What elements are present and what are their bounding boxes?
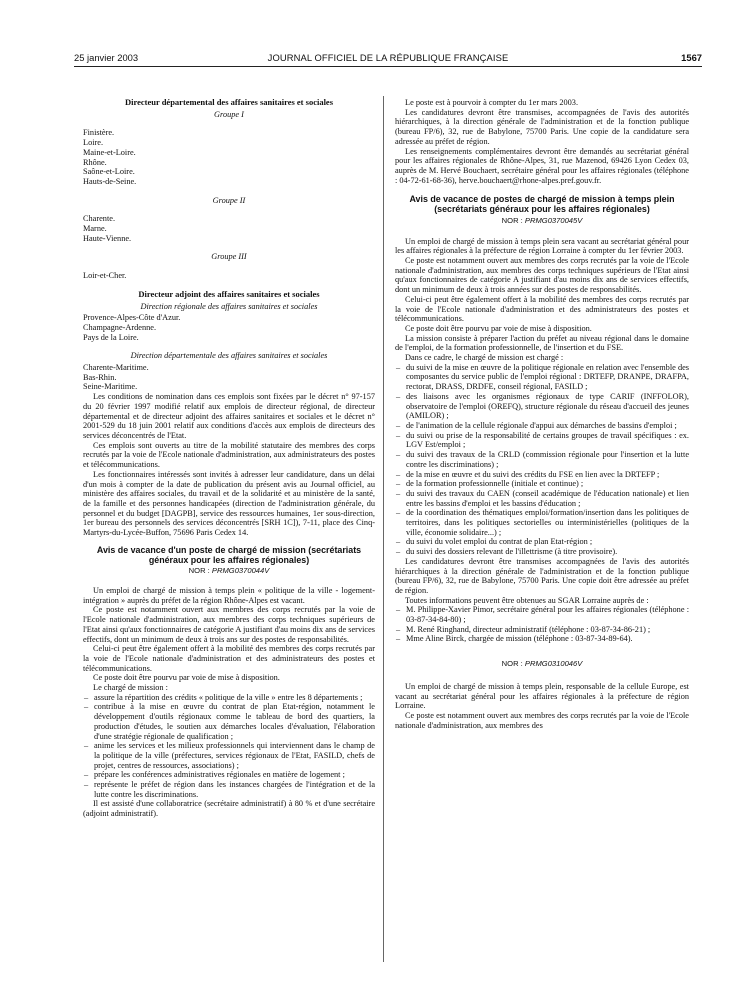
dd-list <box>83 363 375 392</box>
list-item: – du suivi des travaux de la CRLD (commission régionale pour l'insertion et la lutte contre les discriminations) ; <box>395 450 689 469</box>
nor-reference <box>395 659 689 669</box>
paragraph: La mission consiste à préparer l'action du préfet au niveau régional dans le domaine de l'emploi, de la formation professionnelle, de l'insertion et du FSE. <box>395 333 689 353</box>
paragraph: Le chargé de mission : <box>93 683 168 693</box>
list-item: Hauts-de-Seine. <box>83 176 137 186</box>
list-item: – du suivi du volet emploi du contrat de plan Etat-région ; <box>395 537 689 547</box>
spacer <box>83 205 375 214</box>
list-item: Champagne-Ardenne. <box>83 322 157 332</box>
right-column <box>395 98 689 964</box>
group-1-list <box>83 128 375 186</box>
nor-code: PRMG0370045V <box>524 215 583 225</box>
list-item: – de l'animation de la cellule régionale d'appui aux démarches de bassins d'emploi ; <box>395 421 689 431</box>
contact-item: – M. Philippe-Xavier Pimor, secrétaire général pour les affaires régionales (téléphone : 03-87-34-84-80) ; <box>395 605 689 624</box>
header-date: 25 janvier 2003 <box>74 52 139 63</box>
contact-item: – M. René Ringhand, directeur administratif (téléphone : 03-87-34-86-21) ; <box>395 625 689 635</box>
spacer <box>83 187 375 196</box>
paragraph: Le poste est à pourvoir à compter du 1er mars 2003. <box>405 98 579 107</box>
paragraph: Les candidatures devront être transmises accompagnées de l'avis des autorités hiérarchiques à la direction générale de l'administration et de la fonction publique (bureau FP/6), 32, rue de Babylone, 75700 Paris. Une copie doit être adressée au préfet de région. <box>395 556 689 595</box>
paragraph: Toutes informations peuvent être obtenues au SGAR Lorraine auprès de : <box>405 595 649 605</box>
list-item: – assure la répartition des crédits « politique de la ville » entre les 8 départements ; <box>83 693 375 703</box>
list-item: Charente-Maritime. <box>83 363 149 373</box>
left-column <box>83 98 375 964</box>
paragraph: Les renseignements complémentaires devront être demandés au secrétariat général pour les affaires régionales de Rhône-Alpes, 31, rue Mazenod, 69426 Lyon Cedex 03, auprès de M. Hervé Bouchaert, secrétaire général pour les affaires régionales (téléphone : 04-72-61-68-36), herve.bouchaert@rhone-alpes.pref.gouv.fr. <box>395 146 689 185</box>
spacer <box>395 644 689 658</box>
list-item: Bas-Rhin. <box>83 372 117 382</box>
paragraph: Ce poste est notamment ouvert aux membres des corps recrutés par la voie de l'Ecole nationale d'administration, aux membres des corps techniques supérieurs de l'Etat ainsi qu'aux fonctionnaires de catégorie A justifiant d'au moins dix ans de services effectifs, dont un minimum de deux à trois ans sur des postes de responsabilités. <box>83 605 375 644</box>
subheading-direction-regionale: Direction régionale des affaires sanitaires et sociales <box>140 301 318 311</box>
paragraph: Ce poste doit être pourvu par voie de mise à disposition. <box>405 323 592 333</box>
duties-list <box>83 693 375 800</box>
paragraph: Un emploi de chargé de mission à temps plein « politique de la ville - logement-intégration » auprès du préfet de la région Rhône-Alpes est vacant. <box>83 586 375 605</box>
list-item: – représente le préfet de région dans les instances chargées de l'intégration et de la lutte contre les discriminations. <box>83 780 375 799</box>
paragraph: Les candidatures devront être transmises, accompagnées de l'avis des autorités hiérarchiques, à la direction générale de l'administration et de la fonction publique (bureau FP/6), 32, rue de Babylone, 75700 Paris. Une copie de la candidature sera adressée au préfet de région. <box>395 107 689 146</box>
paragraph: Ce poste doit être pourvu par voie de mise à disposition. <box>93 673 280 683</box>
contact-item: – Mme Aline Birck, chargée de mission (téléphone : 03-87-34-89-64). <box>395 634 689 644</box>
list-item: – contribue à la mise en œuvre du contrat de plan Etat-région, notamment le développement d'outils régionaux comme le tableau de bord des quartiers, la production d'études, le soutien aux démarches locales d'évaluation, l'élaboration d'une stratégie régionale de qualification ; <box>83 702 375 741</box>
list-item: – de la mise en œuvre et du suivi des crédits du FSE en lien avec la DRTEFP ; <box>395 470 689 480</box>
list-item: – de la formation professionnelle (initiale et continue) ; <box>395 479 689 489</box>
list-item: Haute-Vienne. <box>83 233 132 243</box>
list-item: Rhône. <box>83 157 107 167</box>
list-item: Marne. <box>83 224 107 234</box>
list-item: – du suivi des travaux du CAEN (conseil académique de l'éducation nationale) et lien entre les bassins d'emploi et les bassins d'éducation ; <box>395 489 689 508</box>
spacer <box>83 262 375 271</box>
group-heading-1: Groupe I <box>214 109 244 119</box>
list-item: – de la coordination des thématiques emploi/formation/insertion dans les politiques de territoires, dans les politiques sectorielles ou interministérielles (politiques de la ville, économie solidaire...) ; <box>395 508 689 537</box>
list-item: – prépare les conférences administratives régionales en matière de logement ; <box>83 770 375 780</box>
nor-label: NOR : <box>188 566 210 576</box>
paragraph: Les conditions de nomination dans ces emplois sont fixées par le décret n° 97-157 du 20 février 1997 modifié relatif aux emplois de directeur régional, de directeur départemental et de directeur adjoint des affaires sanitaires et sociales et le décret n° 2001-529 du 18 juin 2001 relatif aux conditions d'accès aux emplois de directeurs des services déconcentrés de l'Etat. <box>83 392 375 440</box>
group-heading-2: Groupe II <box>212 195 246 205</box>
spacer <box>83 119 375 128</box>
subheading-direction-departementale: Direction départementale des affaires sanitaires et sociales <box>130 351 328 361</box>
paragraph: Il est assisté d'une collaboratrice (secrétaire administratif) à 80 % et d'une secrétaire (adjoint administratif). <box>83 799 375 819</box>
paragraph: Un emploi de chargé de mission à temps plein, responsable de la cellule Europe, est vacant au secrétariat général pour les affaires régionales à la préfecture de région Lorraine. <box>395 681 689 711</box>
group-2-list <box>83 214 375 243</box>
list-item: Maine-et-Loire. <box>83 147 136 157</box>
list-item: – du suivi des dossiers relevant de l'illettrisme (à titre provisoire). <box>395 547 689 557</box>
paragraph: Ces emplois sont ouverts au titre de la mobilité statutaire des membres des corps recrutés par la voie de l'Ecole nationale d'administration, aux administrateurs des postes et télécommunications. <box>83 440 375 470</box>
list-item: Loire. <box>83 138 104 148</box>
list-item: Saône-et-Loire. <box>83 167 135 177</box>
spacer <box>83 342 375 351</box>
notice-title: Avis de vacance d'un poste de chargé de mission (secrétariats généraux pour les affaires régionales) <box>96 544 362 565</box>
journal-title: JOURNAL OFFICIEL DE LA RÉPUBLIQUE FRANÇAISE <box>267 52 509 63</box>
list-item: Finistère. <box>83 128 115 138</box>
page-number: 1567 <box>681 52 702 63</box>
spacer <box>83 243 375 252</box>
duties-list <box>395 363 689 557</box>
paragraph: Ce poste est notamment ouvert aux membres des corps recrutés par la voie de l'Ecole nationale d'administration, aux membres des corps techniques supérieurs de l'Etat ainsi qu'aux fonctionnaires de catégorie A justifiant d'au moins dix ans de services effectifs, dont un minimum de deux à trois années sur des postes de responsabilités. <box>395 256 689 295</box>
list-item: Charente. <box>83 214 116 224</box>
notice-title: Avis de vacance de postes de chargé de mission à temps plein (secrétariats généraux pour les affaires régionales) <box>409 194 675 215</box>
paragraph: Les fonctionnaires intéressés sont invités à adresser leur candidature, dans un délai d'un mois à compter de la date de publication du présent avis au Journal officiel, au ministère des affaires sociales, du travail et de la solidarité et au ministère de la santé, de la famille et des personnes handicapées (direction de l'administration générale, du personnel et du budget [DAGPB], service des ressources humaines, 1er sous-direction, 1er bureau des personnels des services déconcentrés [SRH 1C]), 7-11, place des Cinq-Martyrs-du-Lycée-Buffon, 75696 Paris Cedex 14. <box>83 469 375 538</box>
nor-code: PRMG0370044V <box>211 566 270 576</box>
dr-list <box>83 313 375 342</box>
paragraph: Celui-ci peut être également offert à la mobilité des membres des corps recrutés par la voie de l'Ecole nationale d'administration et des administrateurs des postes et télécommunications. <box>83 644 375 673</box>
nor-label: NOR : <box>501 215 523 225</box>
contacts-list <box>395 605 689 644</box>
section-heading-ddass: Directeur départemental des affaires sanitaires et sociales <box>124 98 334 107</box>
section-heading-adjoint: Directeur adjoint des affaires sanitaires et sociales <box>138 288 320 299</box>
running-header <box>74 52 702 66</box>
group-heading-3: Groupe III <box>211 252 247 262</box>
nor-reference <box>83 566 375 576</box>
paragraph: Un emploi de chargé de mission à temps plein sera vacant au secrétariat général pour les affaires régionales à la préfecture de région Lorraine à compter du 1er février 2003. <box>395 236 689 256</box>
header-rule <box>74 66 702 67</box>
paragraph: Ce poste est notamment ouvert aux membres des corps recrutés par la voie de l'Ecole nationale d'administration, aux membres des <box>395 710 689 730</box>
spacer <box>395 674 689 682</box>
list-item: – du suivi ou prise de la responsabilité de certains groupes de travail spécifiques : ex. LGV Est/emploi ; <box>395 431 689 450</box>
list-item: Loir-et-Cher. <box>83 271 127 281</box>
paragraph: Dans ce cadre, le chargé de mission est chargé : <box>405 353 564 363</box>
list-item: Seine-Maritime. <box>83 382 138 392</box>
list-item: Provence-Alpes-Côte d'Azur. <box>83 313 181 323</box>
list-item: – des liaisons avec les organismes régionaux de type CARIF (INFFOLOR), observatoire de l'emploi (OREFQ), structure régionale du réseau d'accueil des jeunes (AMILOR) ; <box>395 392 689 421</box>
paragraph: Celui-ci peut être également offert à la mobilité des membres des corps recrutés par la voie de l'Ecole nationale d'administration et des administrateurs des postes et télécommunications. <box>395 294 689 324</box>
list-item: Pays de la Loire. <box>83 332 139 342</box>
column-divider <box>383 96 384 962</box>
nor-label: NOR : <box>501 659 523 669</box>
list-item: – du suivi de la mise en œuvre de la politique régionale en relation avec l'ensemble des composantes du service public de l'emploi régional : DRTEFP, DRANPE, DRAFPA, rectorat, DRASS, DRDFE, conseil régional, FASILD ; <box>395 363 689 392</box>
nor-code: PRMG0310046V <box>524 659 583 669</box>
nor-reference <box>395 216 689 226</box>
list-item: – anime les services et les milieux professionnels qui interviennent dans le champ de la politique de la ville (préfectures, services régionaux de l'Etat, FASILD, chefs de projet, centres de ressources, associations) ; <box>83 741 375 770</box>
